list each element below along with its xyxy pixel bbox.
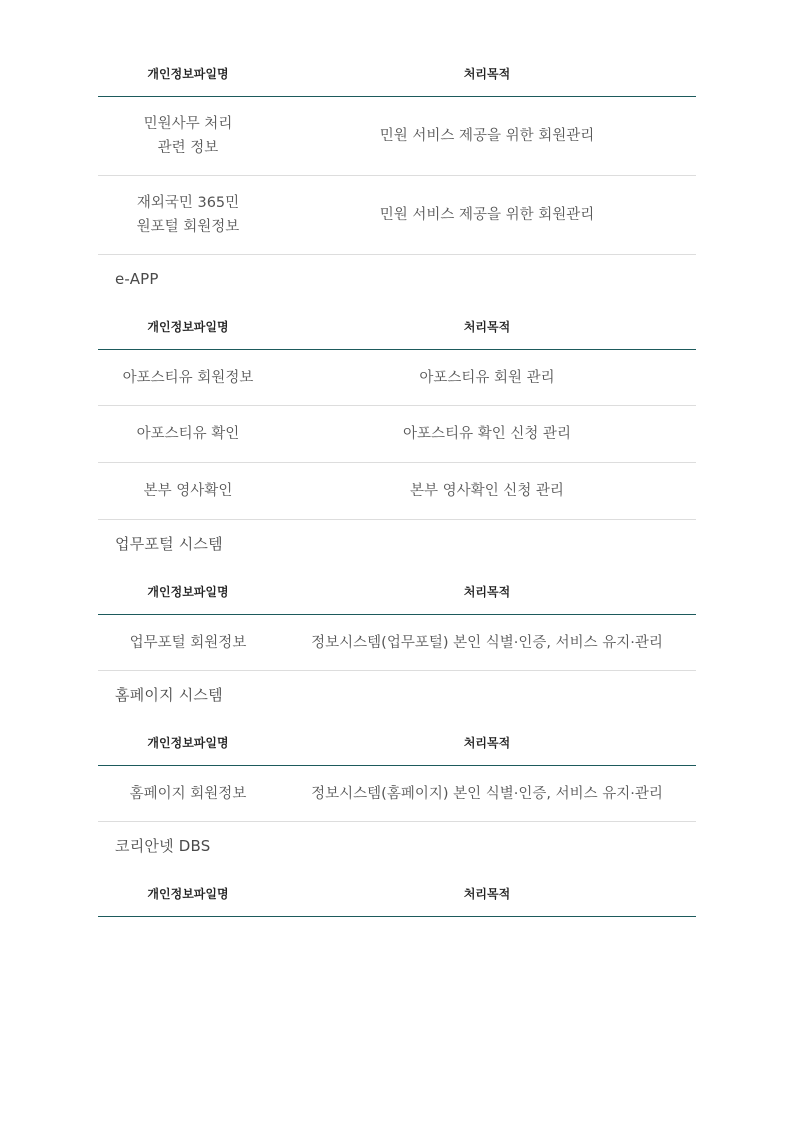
file-name-cell: 아포스티유 회원정보 [98, 350, 278, 406]
file-name-cell: 아포스티유 확인 [98, 406, 278, 463]
column-header-purpose: 처리목적 [278, 50, 696, 97]
table-header-row [98, 870, 696, 917]
purpose-cell: 본부 영사확인 신청 관리 [278, 463, 696, 520]
file-name-cell: 본부 영사확인 [98, 463, 278, 520]
table-header-row [98, 568, 696, 615]
file-name-cell: 홈페이지 회원정보 [98, 766, 278, 822]
purpose-cell: 아포스티유 확인 신청 관리 [278, 406, 696, 463]
column-header-purpose: 처리목적 [278, 870, 696, 917]
homepage-table [98, 719, 696, 822]
work-portal-table [98, 568, 696, 671]
privacy-file-list [98, 50, 696, 917]
column-header-file-name: 개인정보파일명 [98, 50, 278, 97]
minwon-table [98, 50, 696, 255]
table-row [98, 615, 696, 671]
purpose-cell: 아포스티유 회원 관리 [278, 350, 696, 406]
table-row [98, 350, 696, 406]
column-header-purpose: 처리목적 [278, 303, 696, 350]
section-title-koreanet: 코리안넷 DBS [115, 837, 211, 855]
file-name-cell: 재외국민 365민원포털 회원정보 [98, 176, 278, 255]
purpose-cell: 정보시스템(홈페이지) 본인 식별·인증, 서비스 유지·관리 [278, 766, 696, 822]
column-header-file-name: 개인정보파일명 [98, 303, 278, 350]
table-row [98, 766, 696, 822]
section-title-homepage: 홈페이지 시스템 [115, 686, 223, 704]
table-row [98, 463, 696, 520]
table-row [98, 406, 696, 463]
table-header-row [98, 719, 696, 766]
column-header-purpose: 처리목적 [278, 568, 696, 615]
file-name-cell: 업무포털 회원정보 [98, 615, 278, 671]
table-header-row [98, 50, 696, 97]
purpose-cell: 민원 서비스 제공을 위한 회원관리 [278, 97, 696, 176]
column-header-file-name: 개인정보파일명 [98, 870, 278, 917]
column-header-purpose: 처리목적 [278, 719, 696, 766]
table-row [98, 176, 696, 255]
section-title-eapp: e-APP [115, 270, 159, 288]
column-header-file-name: 개인정보파일명 [98, 719, 278, 766]
table-header-row [98, 303, 696, 350]
column-header-file-name: 개인정보파일명 [98, 568, 278, 615]
section-title-work-portal: 업무포털 시스템 [115, 535, 223, 553]
file-name-cell: 민원사무 처리 관련 정보 [98, 97, 278, 176]
purpose-cell: 민원 서비스 제공을 위한 회원관리 [278, 176, 696, 255]
table-row [98, 97, 696, 176]
koreanet-table [98, 870, 696, 917]
purpose-cell: 정보시스템(업무포털) 본인 식별·인증, 서비스 유지·관리 [278, 615, 696, 671]
eapp-table [98, 303, 696, 520]
